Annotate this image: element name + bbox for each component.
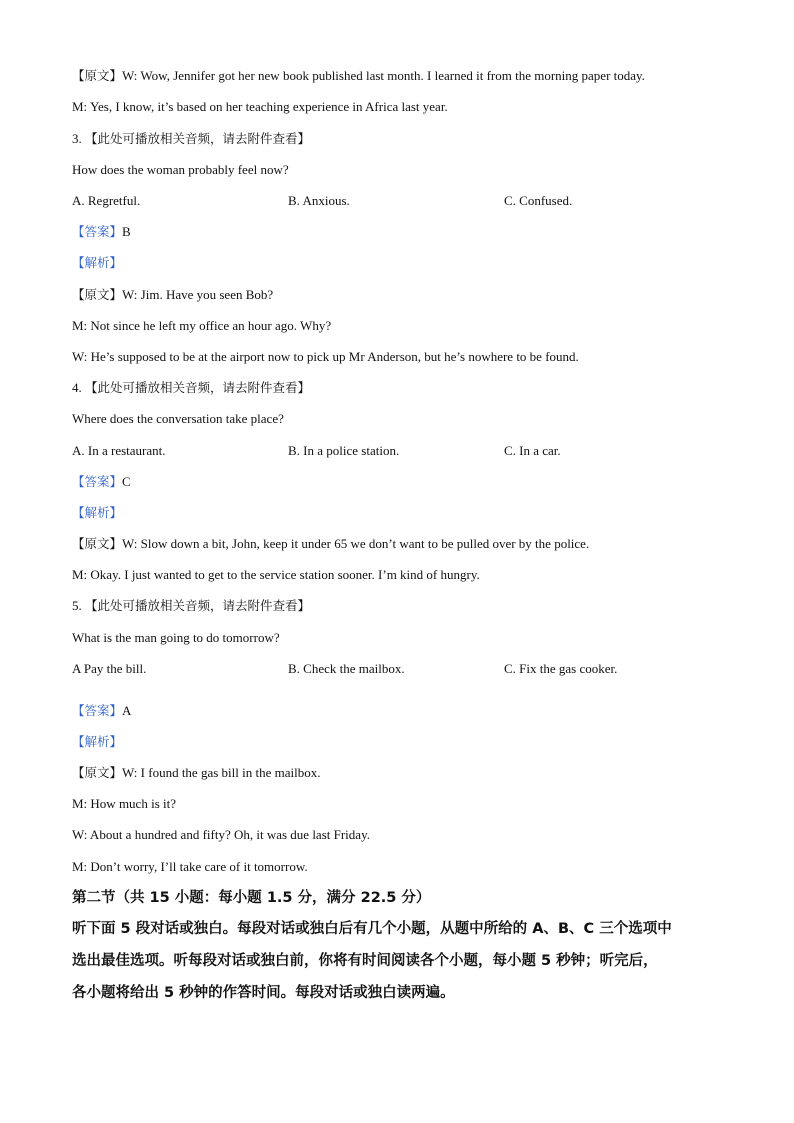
transcript-text: W: Wow, Jennifer got her new book published last month. I learned it from the morning paper today.: [122, 68, 645, 83]
audio-note: 【此处可播放相关音频，请去附件查看】: [85, 598, 311, 613]
answer-line: [72, 702, 131, 720]
transcript-line: W: About a hundred and fifty? Oh, it was due last Friday.: [72, 827, 370, 842]
question-number: 4.: [72, 380, 82, 395]
section-instructions-line: 选出最佳选项。听每段对话或独白前，你将有时间阅读各个小题，每小题 5 秒钟；听完后，: [72, 953, 658, 969]
transcript-line: M: Not since he left my office an hour ago. Why?: [72, 318, 332, 333]
question-header: [72, 379, 310, 397]
analysis-line: [72, 733, 122, 751]
question-header: [72, 597, 310, 615]
analysis-label: 【解析】: [72, 255, 123, 270]
option-b: B. Anxious.: [288, 193, 350, 208]
transcript-tag: 【原文】: [72, 765, 123, 780]
transcript-tag: 【原文】: [72, 68, 123, 83]
option-a: A. Regretful.: [72, 193, 141, 208]
audio-note: 【此处可播放相关音频，请去附件查看】: [85, 380, 311, 395]
transcript-line: [72, 67, 645, 85]
option-b: B. Check the mailbox.: [288, 661, 405, 676]
transcript-line: M: Don’t worry, I’ll take care of it tomorrow.: [72, 859, 308, 874]
option-c: C. Fix the gas cooker.: [504, 661, 618, 676]
transcript-line: W: He’s supposed to be at the airport now to pick up Mr Anderson, but he’s nowhere to be found.: [72, 349, 579, 364]
analysis-line: [72, 504, 122, 522]
option-c: C. Confused.: [504, 193, 573, 208]
question-text: How does the woman probably feel now?: [72, 162, 289, 177]
answer-label: 【答案】: [72, 474, 123, 489]
transcript-line: M: Yes, I know, it’s based on her teaching experience in Africa last year.: [72, 99, 448, 114]
transcript-tag: 【原文】: [72, 287, 123, 302]
transcript-text: W: I found the gas bill in the mailbox.: [122, 765, 321, 780]
answer-line: [72, 473, 131, 491]
option-a: A Pay the bill.: [72, 661, 147, 676]
option-b: B. In a police station.: [288, 443, 400, 458]
answer-line: [72, 223, 131, 241]
question-text: What is the man going to do tomorrow?: [72, 630, 280, 645]
option-c: C. In a car.: [504, 443, 561, 458]
question-number: 5.: [72, 598, 82, 613]
transcript-line: M: How much is it?: [72, 796, 176, 811]
transcript-line: M: Okay. I just wanted to get to the service station sooner. I’m kind of hungry.: [72, 567, 480, 582]
transcript-text: W: Slow down a bit, John, keep it under 65 we don’t want to be pulled over by the police.: [122, 536, 590, 551]
answer-value: C: [122, 474, 131, 489]
transcript-line: [72, 286, 273, 304]
option-a: A. In a restaurant.: [72, 443, 166, 458]
question-header: [72, 130, 310, 148]
answer-value: A: [122, 703, 132, 718]
transcript-line: [72, 764, 320, 782]
section-instructions-line: 各小题将给出 5 秒钟的作答时间。每段对话或独白读两遍。: [72, 985, 455, 1001]
audio-note: 【此处可播放相关音频，请去附件查看】: [85, 131, 311, 146]
analysis-line: [72, 254, 122, 272]
analysis-label: 【解析】: [72, 505, 123, 520]
answer-label: 【答案】: [72, 224, 123, 239]
question-number: 3.: [72, 131, 82, 146]
answer-value: B: [122, 224, 131, 239]
answer-label: 【答案】: [72, 703, 123, 718]
transcript-line: [72, 535, 589, 553]
analysis-label: 【解析】: [72, 734, 123, 749]
section-instructions-line: 听下面 5 段对话或独白。每段对话或独白后有几个小题，从题中所给的 A、B、C 三个选项中: [72, 921, 672, 937]
transcript-tag: 【原文】: [72, 536, 123, 551]
section-title: 第二节（共 15 小题：每小题 1.5 分，满分 22.5 分）: [72, 890, 431, 906]
transcript-text: W: Jim. Have you seen Bob?: [122, 287, 274, 302]
question-text: Where does the conversation take place?: [72, 411, 284, 426]
